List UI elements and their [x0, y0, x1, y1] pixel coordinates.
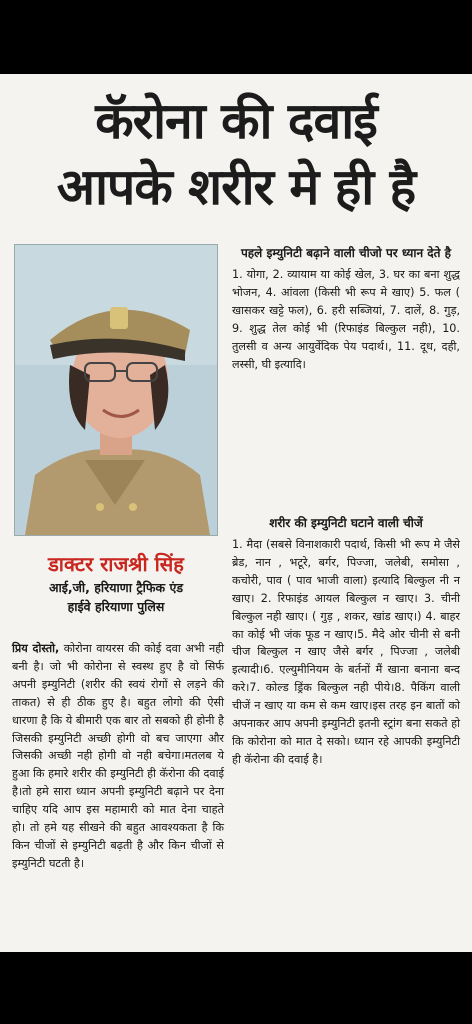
- article-left-column: [12, 640, 224, 873]
- designation-line-1: आई,जी, हरियाणा ट्रैफिक एंड: [48, 580, 184, 595]
- author-designation: [10, 578, 222, 616]
- officer-photo: [14, 244, 218, 536]
- officer-portrait-icon: [15, 245, 217, 535]
- subheading-immunity-boosters: पहले इम्युनिटी बढ़ाने वाली चीजो पर ध्यान देते है: [240, 246, 452, 260]
- immunity-boosters-list: 1. योगा, 2. व्यायाम या कोई खेल, 3. घर का बना शुद्ध भोजन, 4. आंवला (किसी भी रूप मे खाए) 5. फल ( खासकर खट्टे फल), 6. हरी सब्जियां, 7. दालें, 8. गुड़, 9. शुद्ध तेल कोई भी (रिफाइंड बिल्कुल नही), 10. तुलसी व अन्य आयुर्वेदिक पेय पदार्थ।, 11. दूध, दही, लस्सी, घी इत्यादि।: [232, 268, 460, 371]
- author-name: डाक्टर राजश्री सिंह: [48, 552, 184, 576]
- article-right-column-bottom: [232, 514, 460, 769]
- article-right-column-top: [232, 244, 460, 373]
- headline-line-1: कॅरोना की दवाई: [95, 92, 377, 150]
- headline-line-2: आपके शरीर मे ही है: [56, 158, 416, 216]
- immunity-reducers-list: 1. मैदा (सबसे विनाशकारी पदार्थ, किसी भी रूप मे जैसे ब्रेड, नान , भटूरे, बर्गर, पिज्जा, जलेबी, समोसा , कचोरी, पाव ( पाव भाजी वाला) इत्यादि बिल्कुल नी न खाए। 2. रिफाइंड आयल बिल्कुल न खाए। 3. चीनी बिल्कुल नही खाए। ( गुड़ , शकर, खांड खाए।) 4. बाहर का कोई भी जंक फूड न खाए।5. मैदे ओर चीनी से बनी चीज बिल्कुल न खाए जैसे बर्गर , पिज्जा , जलेबी इत्यादी।6. एल्युमीनियम के बर्तनों मैं खाना बनाना बन्द करे।7. कोल्ड ड्रिंक बिल्कुल नही पीये।8. पैकिंग वाली चीजें न खाए या कम से कम खाए।इस तरह इन बातों को अपनाकर आप अपनी इम्युनिटी इतनी स्ट्रांग बना सकते हो कि कोरोना को मात दे सको। ध्यान रहे आपकी इम्युनिटी ही कॅरोना की दवाई है।: [232, 538, 460, 766]
- subheading-immunity-reducers: शरीर की इम्युनिटी घटाने वाली चीजें: [269, 516, 423, 530]
- designation-line-2: हाईवे हरियाणा पुलिस: [67, 599, 165, 614]
- left-column-body: कोरोना वायरस की कोई दवा अभी नही बनी है। जो भी कोरोना से स्वस्थ हुए है वो सिर्फ अपनी इम्युनिटी (शरीर की स्वयं रोगों से लड़ने की ताकत) से ही ठीक हुए है। बहुत लोगो की ऐसी धारणा है कि ये बीमारी एक बार तो सबको ही होनी है जिसकी इम्युनिटी अच्छी होगी वो बच जाएगा और जिसकी अच्छी नही होगी वो नही बचेगा।मतलब ये हुआ कि हमारे शरीर की इम्युनिटी ही कॅरोना की दवाई है।तो हमे सारा ध्यान अपनी इम्युनिटी बढ़ाने पर देना चाहिए यदि आप इस महामारी को मात देना चाहते हो। तो हमे यह सीखने की बहुत आवश्यकता है कि किन चीजों से इम्युनिटी बढ़ती है और किन चीजों से इम्युनिटी घटती है।: [12, 642, 224, 870]
- salutation: प्रिय दोस्तो,: [12, 642, 60, 655]
- newspaper-clipping: [0, 74, 472, 952]
